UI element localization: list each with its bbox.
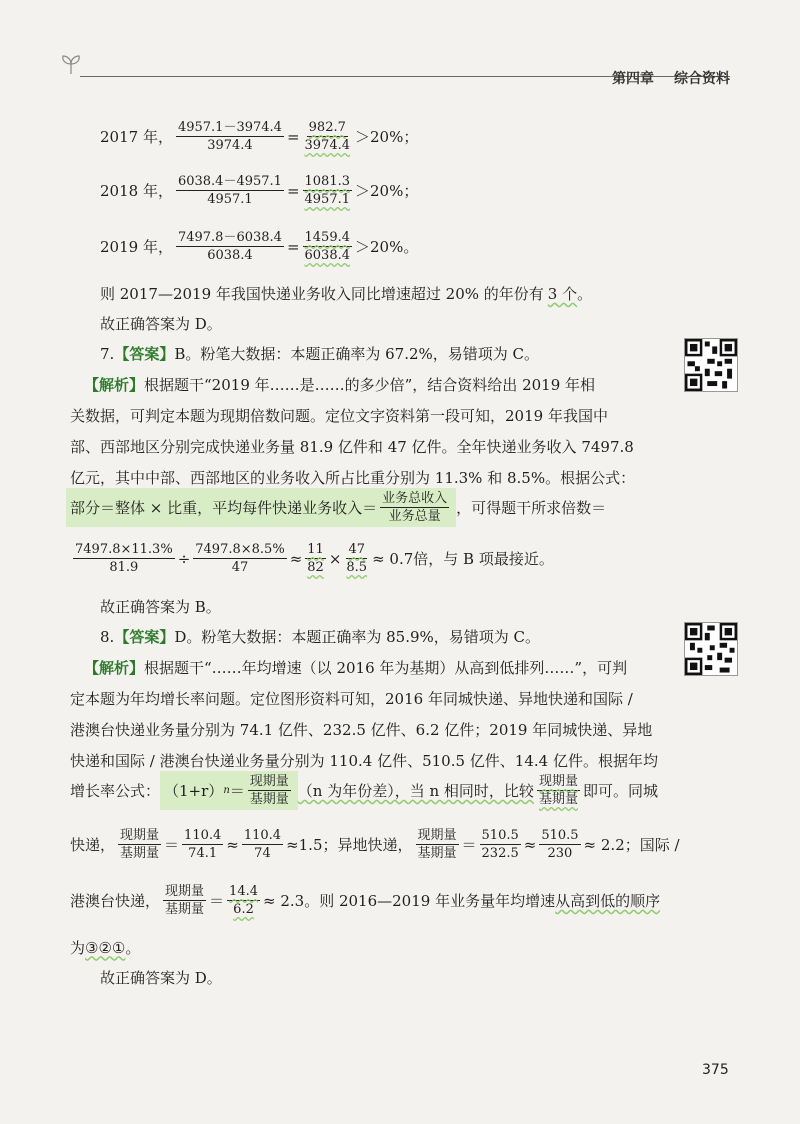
analysis-tag: 【解析】 <box>84 659 145 677</box>
answer-tag: 【答案】 <box>114 345 175 363</box>
fraction: $\frac{\text{现期量}}{\text{基期量}}$ <box>538 774 578 807</box>
fraction: $\frac{\text{现期量}}{\text{基期量}}$ <box>417 828 457 861</box>
calc-row: 2018 年， $\frac{6038.4-4957.1}{4957.1}$ = $\frac{1081.3}{4957.1}$ ＞20%； <box>100 174 419 207</box>
q7-formula-line: 部分＝整体 × 比重，平均每件快递业务收入＝ $\frac{\text{业务总收入}}{\text{业务总量}}$ ，可得题干所求倍数＝ <box>66 488 606 527</box>
page-number: 375 <box>702 1062 729 1078</box>
calc-tail: ＞20%； <box>355 128 419 146</box>
q8-order-line: 为 ③②① 。 <box>70 938 141 957</box>
calc-year: 2017 年， <box>100 128 173 146</box>
q8-analysis-line-1: 【解析】 根据题干“……年均增速（以 2016 年为基期）从高到低排列……”，可判 <box>84 659 628 677</box>
qr-code-icon[interactable] <box>684 622 738 676</box>
q7-answer: 故正确答案为 B。 <box>100 598 221 616</box>
chapter-title: 第四章 <box>612 71 654 87</box>
fraction: $\frac{110.4}{74.1}$ <box>184 828 222 861</box>
calc-year: 2018 年， <box>100 182 173 200</box>
fraction: $\frac{\text{业务总收入}}{\text{业务总量}}$ <box>382 491 448 524</box>
section-title: 综合资料 <box>674 71 730 87</box>
fraction: $\frac{\text{现期量}}{\text{基期量}}$ <box>165 884 205 917</box>
q7-analysis-line-4: 亿元，其中中部、西部地区的业务收入所占比重分别为 11.3% 和 8.5%。根据公式： <box>70 469 636 487</box>
fraction: $\frac{14.4}{6.2}$ <box>229 884 258 917</box>
leaf-icon <box>58 52 84 82</box>
q8-analysis-line-3: 港澳台快递业务量分别为 74.1 亿件、232.5 亿件、6.2 亿件；2019 年同城快递、异地 <box>70 721 653 739</box>
q8-formula-line: 增长率公式： （1+r） n ＝ $\frac{\text{现期量}}{\text{基期量}}$ （n 为年份差），当 n 相同时，比较 $\frac{\text{现期量}}{\text{基期量}}$ 即可。同城 <box>70 771 658 810</box>
fraction: $\frac{110.4}{74}$ <box>243 828 282 861</box>
fraction: $\frac{6038.4-4957.1}{4957.1}$ <box>177 174 282 207</box>
fraction: $\frac{\text{现期量}}{\text{基期量}}$ <box>249 774 289 807</box>
fraction: $\frac{7497.8-6038.4}{6038.4}$ <box>177 230 282 263</box>
q7-analysis-line-1: 【解析】 根据题干“2019 年……是……的多少倍”，结合资料给出 2019 年相 <box>84 376 596 394</box>
q8-analysis-line-4: 快递和国际 / 港澳台快递业务量分别为 110.4 亿件、510.5 亿件、14.4 亿件。根据年均 <box>70 752 658 770</box>
q6-conclusion: 则 2017—2019 年我国快递业务收入同比增速超过 20% 的年份有 3 个 。 <box>100 285 593 303</box>
qr-code-icon[interactable] <box>684 338 738 392</box>
calc-row: 2019 年， $\frac{7497.8-6038.4}{6038.4}$ = $\frac{1459.4}{6038.4}$ ＞20%。 <box>100 230 419 263</box>
q7-answer-line: 7. 【答案】 B。粉笔大数据：本题正确率为 67.2%，易错项为 C。 <box>100 344 540 363</box>
qr-code-graphic <box>685 623 737 675</box>
fraction: $\frac{1081.3}{4957.1}$ <box>304 174 351 207</box>
answer-tag: 【答案】 <box>114 628 175 646</box>
fraction: $\frac{11}{82}$ <box>307 542 324 575</box>
fraction: $\frac{7497.8\times 11.3\%}{81.9}$ <box>75 542 173 575</box>
fraction: $\frac{982.7}{3974.4}$ <box>304 120 351 153</box>
q7-analysis-line-3: 部、西部地区分别完成快递业务量 81.9 亿件和 47 亿件。全年快递业务收入 7497.8 <box>70 438 634 456</box>
fraction: $\frac{\text{现期量}}{\text{基期量}}$ <box>120 828 160 861</box>
fraction: $\frac{7497.8\times 8.5\%}{47}$ <box>195 542 285 575</box>
fraction: $\frac{4957.1-3974.4}{3974.4}$ <box>177 120 282 153</box>
analysis-tag: 【解析】 <box>84 376 145 394</box>
calc-year: 2019 年， <box>100 238 173 256</box>
calc-tail: ＞20%。 <box>355 238 419 256</box>
fraction: $\frac{510.5}{230}$ <box>541 828 579 861</box>
q8-answer-line: 8. 【答案】 D。粉笔大数据：本题正确率为 85.9%，易错项为 C。 <box>100 627 541 646</box>
fraction: $\frac{510.5}{232.5}$ <box>481 828 519 861</box>
fraction: $\frac{1459.4}{6038.4}$ <box>304 230 351 263</box>
formula-highlight: （1+r） n ＝ $\frac{\text{现期量}}{\text{基期量}}$ <box>160 771 298 810</box>
qr-code-graphic <box>685 339 737 391</box>
q8-analysis-line-2: 定本题为年均增长率问题。定位图形资料可知，2016 年同城快递、异地快递和国际 / <box>70 690 633 708</box>
calc-tail: ＞20%； <box>355 182 419 200</box>
q8-calc-line-1: 快递， $\frac{\text{现期量}}{\text{基期量}}$ ＝ $\frac{110.4}{74.1}$ ≈ $\frac{110.4}{74}$ ≈1.5；异地快递， $\frac{\text{现期量}}{\text{基期量}}$ ＝ $\frac{510.5}{232.5}$ ≈ $\frac{510.5}{230}$ ≈ 2.2；国际 / <box>70 828 680 861</box>
q6-answer: 故正确答案为 D。 <box>100 315 222 333</box>
q8-calc-line-2: 港澳台快递， $\frac{\text{现期量}}{\text{基期量}}$ ＝ $\frac{14.4}{6.2}$ ≈ 2.3。则 2016—2019 年业务量年均增速 从高到低的顺序 <box>70 884 661 917</box>
running-header <box>612 68 730 88</box>
q7-calc-line: $\frac{7497.8\times 11.3\%}{81.9}$ ÷ $\frac{7497.8\times 8.5\%}{47}$ ≈ $\frac{11}{82}$ × $\frac{47}{8.5}$ ≈ 0.7倍，与 B 项最接近。 <box>75 542 554 575</box>
q7-analysis-line-2: 关数据，可判定本题为现期倍数问题。定位文字资料第一段可知，2019 年我国中 <box>70 407 608 425</box>
fraction: $\frac{47}{8.5}$ <box>346 542 368 575</box>
formula-highlight: 部分＝整体 × 比重，平均每件快递业务收入＝ $\frac{\text{业务总收入}}{\text{业务总量}}$ <box>66 488 456 527</box>
q8-answer: 故正确答案为 D。 <box>100 969 222 987</box>
calc-row: 2017 年， $\frac{4957.1-3974.4}{3974.4}$ = $\frac{982.7}{3974.4}$ ＞20%； <box>100 120 419 153</box>
